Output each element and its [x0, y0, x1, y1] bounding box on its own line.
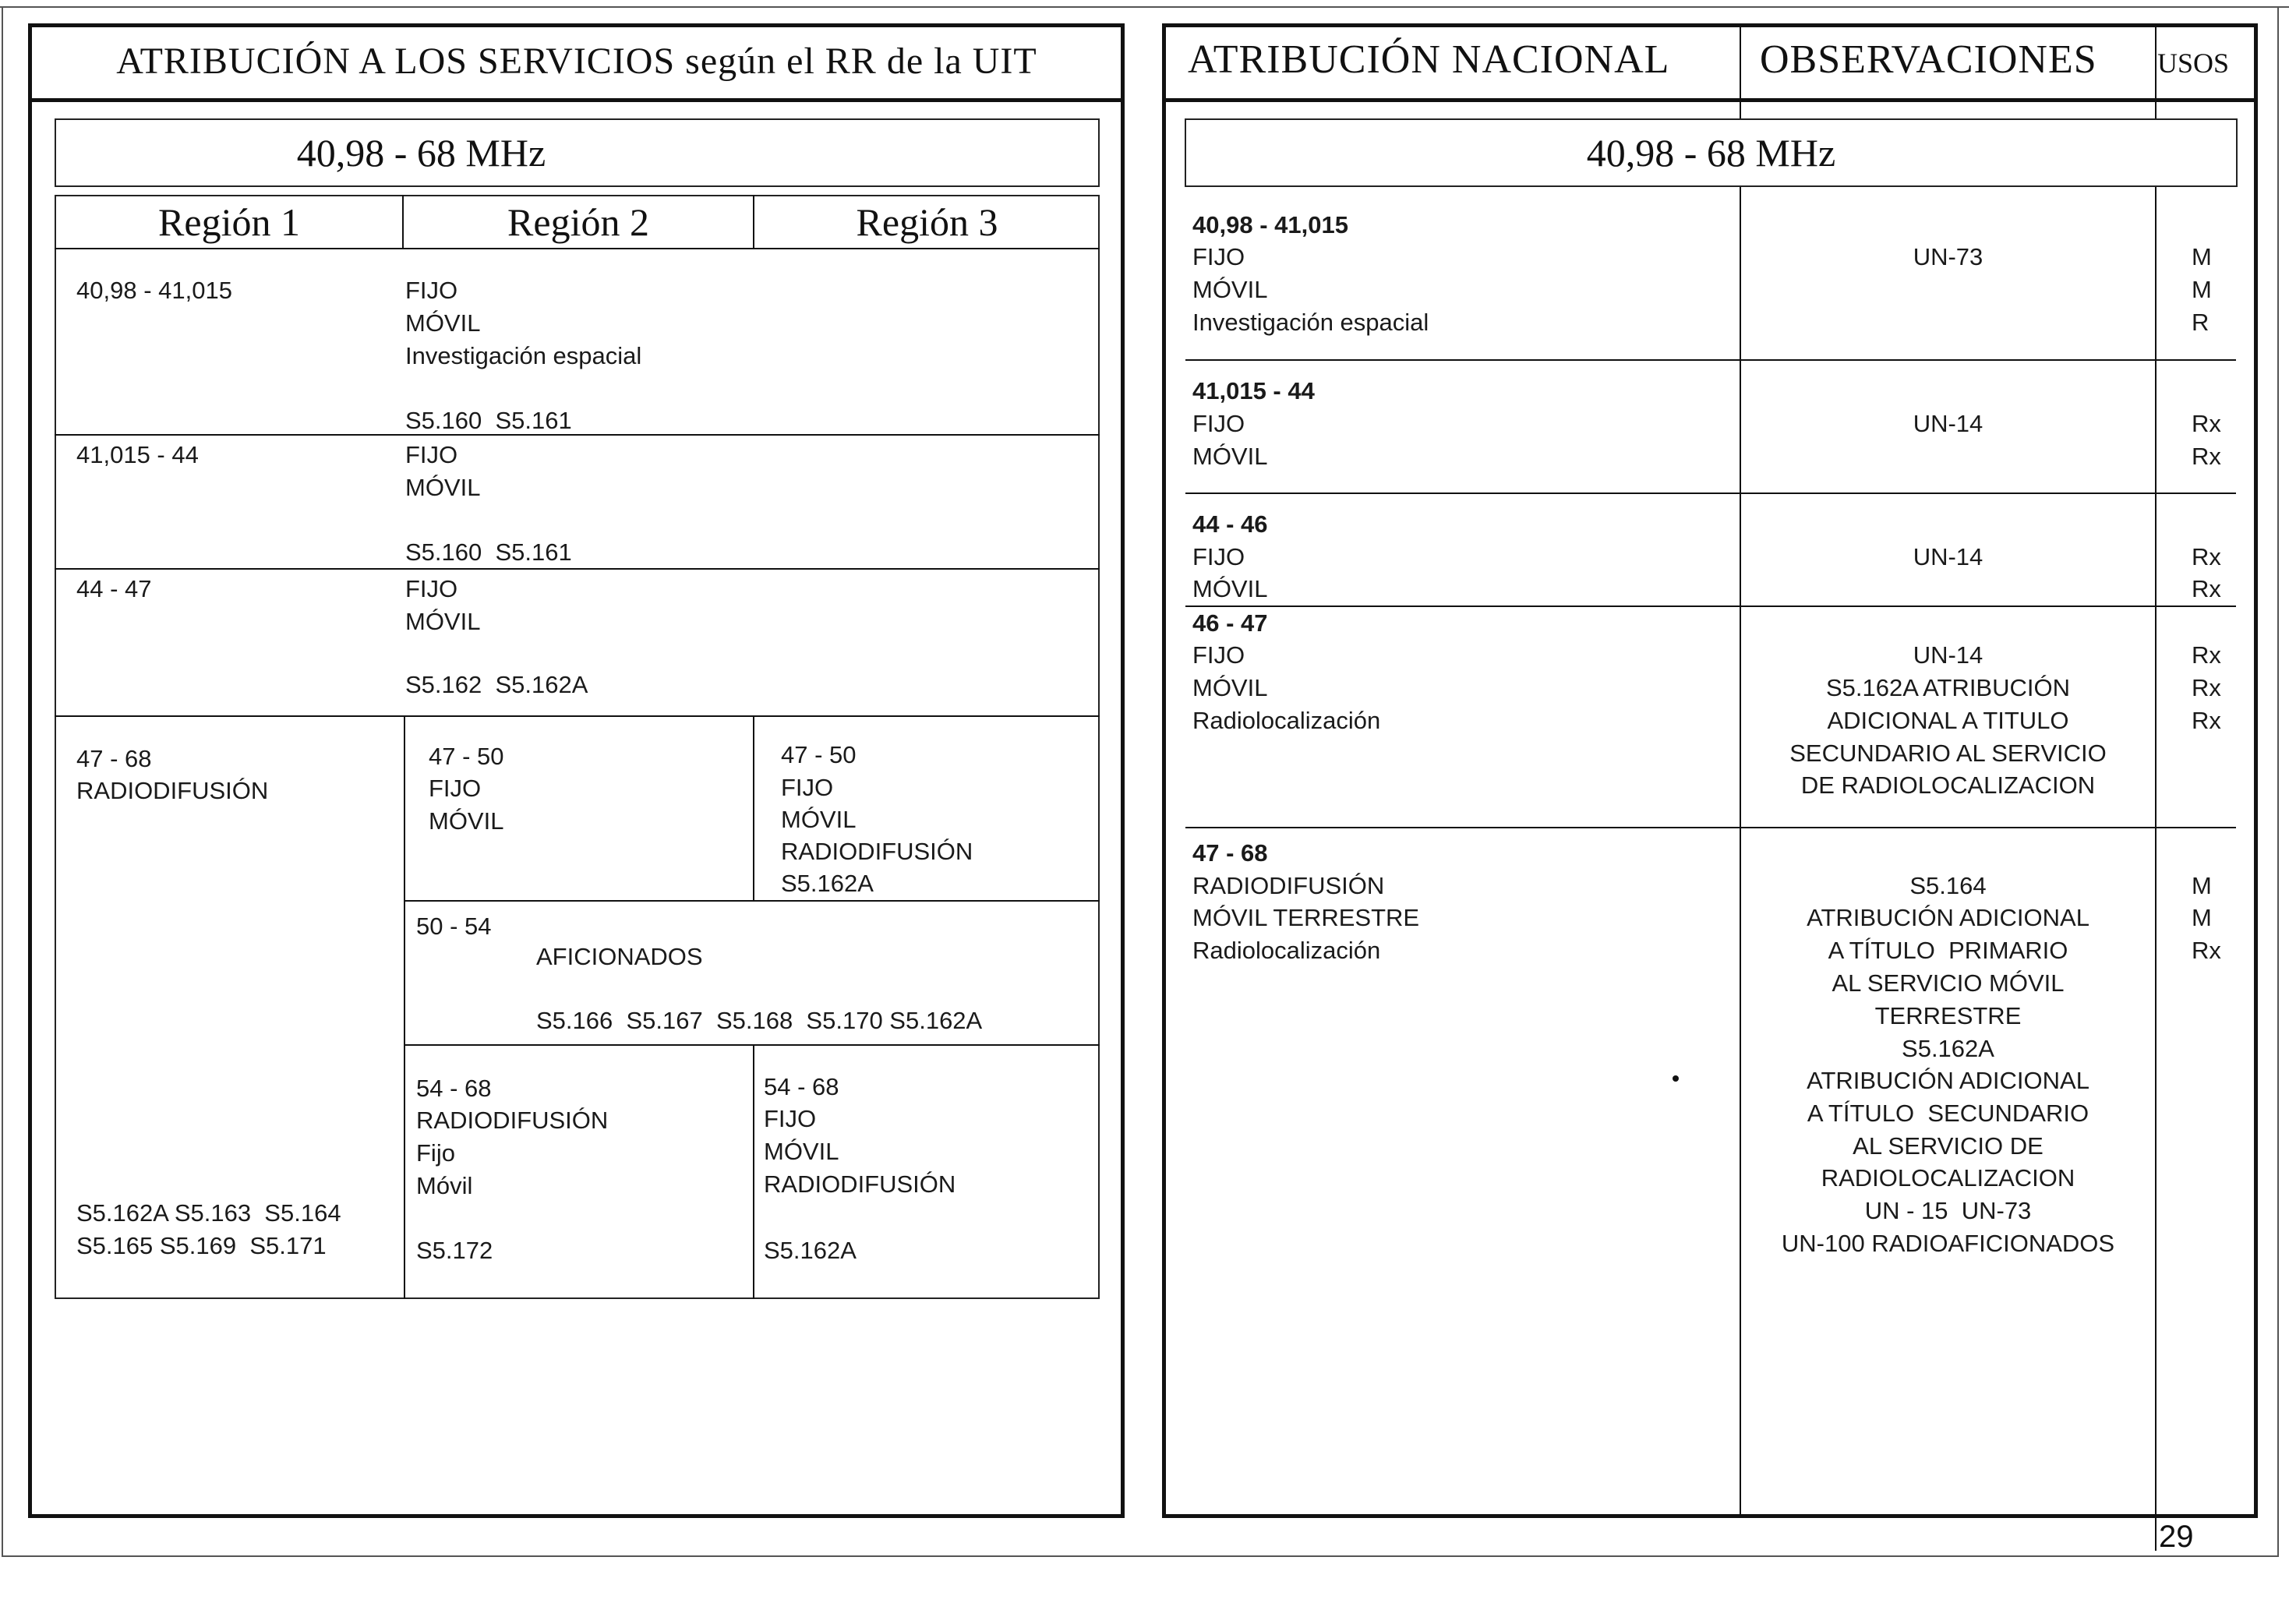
- right-row1-use-3: R: [2192, 309, 2210, 336]
- r3-54-68-service-3: RADIODIFUSIÓN: [764, 1170, 956, 1198]
- observations-header: OBSERVACIONES: [1760, 37, 2097, 82]
- right-row5-use-2: M: [2192, 904, 2212, 931]
- right-row4-service-1: FIJO: [1192, 641, 1245, 669]
- r2-47-50-service-1: FIJO: [429, 775, 482, 802]
- right-row2-service-2: MÓVIL: [1192, 443, 1268, 470]
- right-row1-obs-1: UN-73: [1913, 243, 1983, 270]
- right-row4-service-3: Radiolocalización: [1192, 707, 1381, 734]
- right-row1-service-1: FIJO: [1192, 243, 1245, 270]
- left-row2-service-2: MÓVIL: [405, 474, 481, 501]
- right-row3-use-1: Rx: [2192, 543, 2221, 570]
- left-row3-service-1: FIJO: [405, 575, 458, 602]
- right-row1-range: 40,98 - 41,015: [1192, 211, 1348, 238]
- left-row1-service-2: MÓVIL: [405, 309, 481, 337]
- col-divider-uses: [2155, 23, 2157, 1551]
- region3-divider-upper: [753, 715, 754, 901]
- right-row3-obs-1: UN-14: [1913, 543, 1983, 570]
- r2-54-68-service-1: RADIODIFUSIÓN: [416, 1107, 609, 1134]
- r1-47-68-notes-1: S5.162A S5.163 S5.164: [76, 1199, 341, 1227]
- r3-54-68-range: 54 - 68: [764, 1073, 839, 1100]
- left-row-sep-1: [55, 434, 1100, 436]
- right-row5-use-3: Rx: [2192, 937, 2221, 964]
- right-row1-service-2: MÓVIL: [1192, 276, 1268, 303]
- left-row3-notes: S5.162 S5.162A: [405, 671, 588, 698]
- right-row1-use-1: M: [2192, 243, 2212, 270]
- right-row-sep-4: [1185, 827, 2236, 828]
- right-row5-obs-6: S5.162A: [1902, 1035, 1994, 1062]
- right-row4-use-3: Rx: [2192, 707, 2221, 734]
- r23-50-54-service: AFICIONADOS: [536, 943, 703, 970]
- right-row4-obs-4: SECUNDARIO AL SERVICIO: [1789, 740, 2107, 767]
- left-row-sep-2: [55, 568, 1100, 570]
- right-row4-use-1: Rx: [2192, 641, 2221, 669]
- r3-47-50-notes: S5.162A: [781, 870, 874, 897]
- row-54-68-top: [404, 1044, 1100, 1046]
- right-row2-service-1: FIJO: [1192, 410, 1245, 437]
- right-row5-service-1: RADIODIFUSIÓN: [1192, 872, 1385, 899]
- right-row2-range: 41,015 - 44: [1192, 377, 1315, 404]
- region1-divider: [404, 715, 405, 1299]
- r2-54-68-notes: S5.172: [416, 1237, 493, 1264]
- left-row2-range: 41,015 - 44: [76, 441, 199, 468]
- r3-47-50-service-3: RADIODIFUSIÓN: [781, 838, 973, 865]
- page-left-rule: [2, 6, 3, 1557]
- region3-divider-lower: [753, 1044, 754, 1299]
- r3-54-68-service-1: FIJO: [764, 1105, 817, 1132]
- right-row4-obs-3: ADICIONAL A TITULO: [1827, 707, 2069, 734]
- right-row4-obs-2: S5.162A ATRIBUCIÓN: [1826, 674, 2070, 701]
- right-row5-obs-3: A TÍTULO PRIMARIO: [1828, 937, 2068, 964]
- right-row5-range: 47 - 68: [1192, 839, 1268, 867]
- right-row4-service-2: MÓVIL: [1192, 674, 1268, 701]
- right-row5-obs-11: UN - 15 UN-73: [1864, 1197, 2032, 1224]
- right-row5-service-3: Radiolocalización: [1192, 937, 1381, 964]
- left-row1-service-1: FIJO: [405, 277, 458, 304]
- right-row2-use-2: Rx: [2192, 443, 2221, 470]
- right-row-sep-1: [1185, 359, 2236, 361]
- r1-47-68-notes-2: S5.165 S5.169 S5.171: [76, 1232, 327, 1259]
- right-row5-use-1: M: [2192, 872, 2212, 899]
- right-row3-service-1: FIJO: [1192, 543, 1245, 570]
- uses-header: USOS: [2157, 48, 2230, 79]
- right-row5-obs-12: UN-100 RADIOAFICIONADOS: [1781, 1230, 2115, 1257]
- r1-47-68-range: 47 - 68: [76, 745, 152, 772]
- left-row2-service-1: FIJO: [405, 441, 458, 468]
- left-header-rule: [28, 98, 1125, 102]
- left-row1-range: 40,98 - 41,015: [76, 277, 232, 304]
- r2-54-68-service-2: Fijo: [416, 1139, 455, 1167]
- left-row-sep-3: [55, 715, 1100, 717]
- r3-47-50-service-2: MÓVIL: [781, 806, 857, 833]
- left-row3-range: 44 - 47: [76, 575, 152, 602]
- right-row4-range: 46 - 47: [1192, 609, 1268, 637]
- left-band-title: 40,98 - 68 MHz: [296, 131, 546, 175]
- scan-dot: [1673, 1075, 1679, 1082]
- right-row4-obs-5: DE RADIOLOCALIZACION: [1800, 771, 2096, 799]
- r1-47-68-service: RADIODIFUSIÓN: [76, 777, 269, 804]
- right-row-sep-2: [1185, 492, 2236, 494]
- r2-54-68-range: 54 - 68: [416, 1075, 492, 1102]
- right-row5-obs-5: TERRESTRE: [1874, 1002, 2022, 1029]
- region-header-rule: [55, 248, 1100, 249]
- r2-54-68-service-3: Móvil: [416, 1172, 473, 1199]
- right-row4-use-2: Rx: [2192, 674, 2221, 701]
- right-row4-obs-1: UN-14: [1913, 641, 1983, 669]
- r3-54-68-service-2: MÓVIL: [764, 1138, 839, 1165]
- left-header-title: ATRIBUCIÓN A LOS SERVICIOS según el RR de la UIT: [116, 41, 1037, 82]
- r2-47-50-range: 47 - 50: [429, 743, 504, 770]
- right-row-sep-3: [1185, 605, 2236, 607]
- right-row5-obs-1: S5.164: [1909, 872, 1987, 899]
- right-row5-obs-7: ATRIBUCIÓN ADICIONAL: [1807, 1067, 2089, 1094]
- right-row2-obs-1: UN-14: [1913, 410, 1983, 437]
- right-row3-use-2: Rx: [2192, 575, 2221, 602]
- left-row3-service-2: MÓVIL: [405, 608, 481, 635]
- right-row5-obs-8: A TÍTULO SECUNDARIO: [1807, 1100, 2089, 1127]
- left-row1-service-3: Investigación espacial: [405, 342, 642, 369]
- region-2-header: Región 2: [507, 200, 649, 244]
- right-row1-use-2: M: [2192, 276, 2212, 303]
- national-header: ATRIBUCIÓN NACIONAL: [1188, 37, 1670, 82]
- right-header-rule: [1162, 98, 2258, 102]
- right-row5-obs-2: ATRIBUCIÓN ADICIONAL: [1807, 904, 2089, 931]
- row-50-54-top: [404, 900, 1100, 902]
- right-row3-range: 44 - 46: [1192, 510, 1268, 538]
- right-row5-obs-10: RADIOLOCALIZACION: [1821, 1164, 2075, 1192]
- page-bottom-rule: [2, 1555, 2279, 1557]
- region-1-header: Región 1: [158, 200, 300, 244]
- right-row5-service-2: MÓVIL TERRESTRE: [1192, 904, 1420, 931]
- page-right-rule: [2277, 6, 2279, 1557]
- left-row2-notes: S5.160 S5.161: [405, 538, 572, 566]
- r3-54-68-notes: S5.162A: [764, 1237, 857, 1264]
- r3-47-50-service-1: FIJO: [781, 774, 834, 801]
- page-top-rule: [0, 6, 2289, 8]
- r3-47-50-range: 47 - 50: [781, 741, 857, 768]
- r2-47-50-service-2: MÓVIL: [429, 807, 504, 835]
- right-row5-obs-9: AL SERVICIO DE: [1853, 1132, 2043, 1160]
- right-row2-use-1: Rx: [2192, 410, 2221, 437]
- page-number: 29: [2159, 1520, 2194, 1554]
- right-row3-service-2: MÓVIL: [1192, 575, 1268, 602]
- right-row5-obs-4: AL SERVICIO MÓVIL: [1832, 969, 2065, 997]
- r23-50-54-range: 50 - 54: [416, 913, 492, 940]
- r23-50-54-notes: S5.166 S5.167 S5.168 S5.170 S5.162A: [536, 1007, 983, 1034]
- right-row1-service-3: Investigación espacial: [1192, 309, 1429, 336]
- right-band-title: 40,98 - 68 MHz: [1586, 131, 1836, 175]
- region-3-header: Región 3: [856, 200, 998, 244]
- left-row1-notes: S5.160 S5.161: [405, 407, 572, 434]
